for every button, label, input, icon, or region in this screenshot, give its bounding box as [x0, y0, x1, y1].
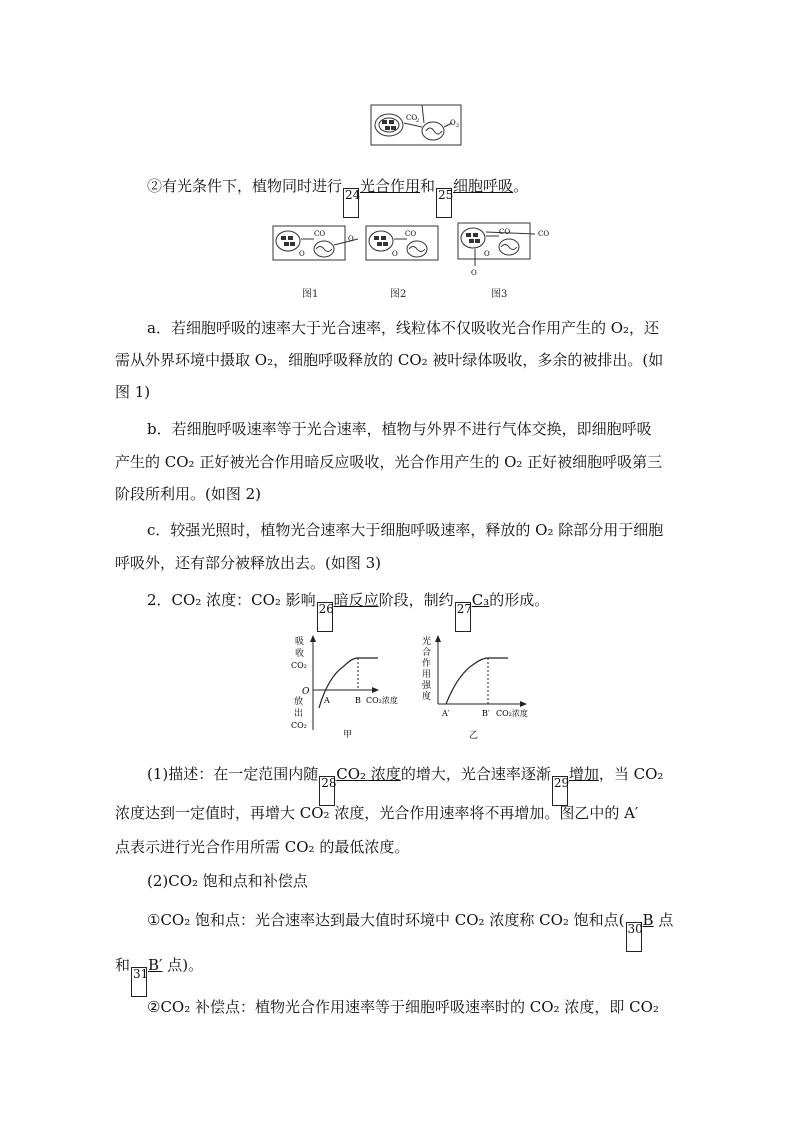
- blank-number-30: 30: [626, 922, 642, 952]
- figure-1: [272, 225, 362, 270]
- chart-yi: [416, 632, 556, 742]
- caption-figure-1: 图1: [302, 289, 319, 300]
- svg-text:O: O: [471, 269, 477, 277]
- para-b-line-2: 产生的 CO₂ 正好被光合作用暗反应吸收，光合作用产生的 O₂ 正好被细胞呼吸第三: [115, 453, 663, 471]
- caption-figure-3: 图3: [491, 289, 508, 300]
- svg-text:2: 2: [456, 123, 460, 129]
- figure-2: [365, 225, 440, 265]
- section-heading-saturation-compensation: (2)CO₂ 饱和点和补偿点: [147, 872, 308, 890]
- svg-text:乙: 乙: [469, 731, 479, 741]
- svg-text:放: 放: [294, 697, 304, 707]
- para-c-line-1: c．较强光照时，植物光合速率大于细胞呼吸速率，释放的 O₂ 除部分用于细胞: [147, 521, 664, 539]
- svg-text:用: 用: [422, 670, 432, 680]
- svg-text:收: 收: [295, 649, 305, 659]
- svg-text:度: 度: [422, 692, 432, 702]
- svg-text:O: O: [302, 687, 310, 697]
- svg-text:CO₂浓度: CO₂浓度: [496, 709, 528, 718]
- svg-text:O: O: [392, 250, 398, 258]
- answer-27: C₃: [471, 591, 490, 609]
- blank-number-25: 25: [436, 188, 452, 218]
- top-co2-label: CO: [406, 114, 418, 122]
- blank-number-27: 27: [455, 602, 471, 632]
- svg-text:作: 作: [422, 659, 432, 669]
- top-o2-label: O: [450, 119, 456, 127]
- top-organelle-diagram: [370, 103, 465, 148]
- answer-31: B′: [148, 956, 163, 974]
- svg-text:2: 2: [416, 118, 420, 124]
- para-light-condition: ②有光条件下，植物同时进行 24光合作用和 25细胞呼吸。: [115, 176, 528, 218]
- para-a-line-2: 需从外界环境中摄取 O₂，细胞呼吸释放的 CO₂ 被叶绿体吸收，多余的被排出。(如: [115, 351, 664, 369]
- blank-number-28: 28: [319, 776, 335, 806]
- svg-text:B′: B′: [482, 709, 490, 718]
- para-b-line-3: 阶段所利用。(如图 2): [115, 485, 262, 503]
- para-description-line-2: 浓度达到一定值时，再增大 CO₂ 浓度，光合作用速率将不再增加。图乙中的 A′: [115, 804, 639, 822]
- para-saturation-line-1: ①CO₂ 饱和点：光合速率达到最大值时环境中 CO₂ 浓度称 CO₂ 饱和点( 30B 点: [147, 910, 673, 952]
- para-a-line-3: 图 1): [115, 383, 151, 401]
- svg-text:O: O: [484, 250, 490, 258]
- chart-jia: [286, 632, 416, 742]
- answer-25: 细胞呼吸: [453, 177, 514, 195]
- blank-number-29: 29: [552, 776, 568, 806]
- svg-text:合: 合: [422, 648, 432, 658]
- answer-29: 增加: [568, 765, 599, 783]
- para-a-line-1: a．若细胞呼吸的速率大于光合速率，线粒体不仅吸收光合作用产生的 O₂，还: [147, 319, 660, 337]
- para-description-line-1: (1)描述：在一定范围内随 28CO₂ 浓度的增大，光合速率逐渐 29增加，当 CO₂: [147, 764, 663, 806]
- answer-24: 光合作用: [360, 177, 421, 195]
- svg-text:甲: 甲: [343, 730, 353, 740]
- svg-text:A: A: [324, 696, 330, 705]
- svg-text:A′: A′: [442, 709, 450, 718]
- para-saturation-line-2: 和 31B′ 点)。: [115, 955, 203, 997]
- svg-text:CO: CO: [405, 230, 417, 238]
- answer-26: 暗反应: [333, 591, 379, 609]
- svg-text:CO: CO: [538, 230, 550, 238]
- svg-text:出: 出: [294, 709, 304, 719]
- para-co2-concentration: 2．CO₂ 浓度：CO₂ 影响 26暗反应阶段，制约 27C₃的形成。: [147, 590, 549, 632]
- answer-28: CO₂ 浓度: [336, 765, 401, 783]
- figure-3: [457, 222, 557, 278]
- svg-text:吸: 吸: [295, 637, 305, 647]
- caption-figure-2: 图2: [390, 289, 407, 300]
- svg-text:CO: CO: [314, 230, 326, 238]
- svg-text:CO: CO: [499, 228, 511, 236]
- blank-number-26: 26: [317, 602, 333, 632]
- svg-text:O: O: [348, 235, 354, 243]
- svg-text:B: B: [355, 696, 361, 705]
- para-compensation-line-1: ②CO₂ 补偿点：植物光合作用速率等于细胞呼吸速率时的 CO₂ 浓度，即 CO₂: [147, 998, 659, 1016]
- para-description-line-3: 点表示进行光合作用所需 CO₂ 的最低浓度。: [115, 838, 410, 856]
- svg-text:光: 光: [422, 637, 432, 647]
- svg-text:O: O: [299, 250, 305, 258]
- para-c-line-2: 呼吸外，还有部分被释放出去。(如图 3): [115, 554, 382, 572]
- svg-text:CO₂浓度: CO₂浓度: [366, 696, 398, 705]
- blank-number-24: 24: [343, 188, 359, 218]
- blank-number-31: 31: [131, 967, 147, 997]
- para-b-line-1: b．若细胞呼吸速率等于光合速率，植物与外界不进行气体交换，即细胞呼吸: [147, 420, 652, 438]
- svg-text:强: 强: [422, 681, 432, 691]
- svg-text:CO₂: CO₂: [291, 721, 307, 730]
- answer-30: B: [642, 911, 654, 929]
- svg-text:CO₂: CO₂: [291, 661, 307, 670]
